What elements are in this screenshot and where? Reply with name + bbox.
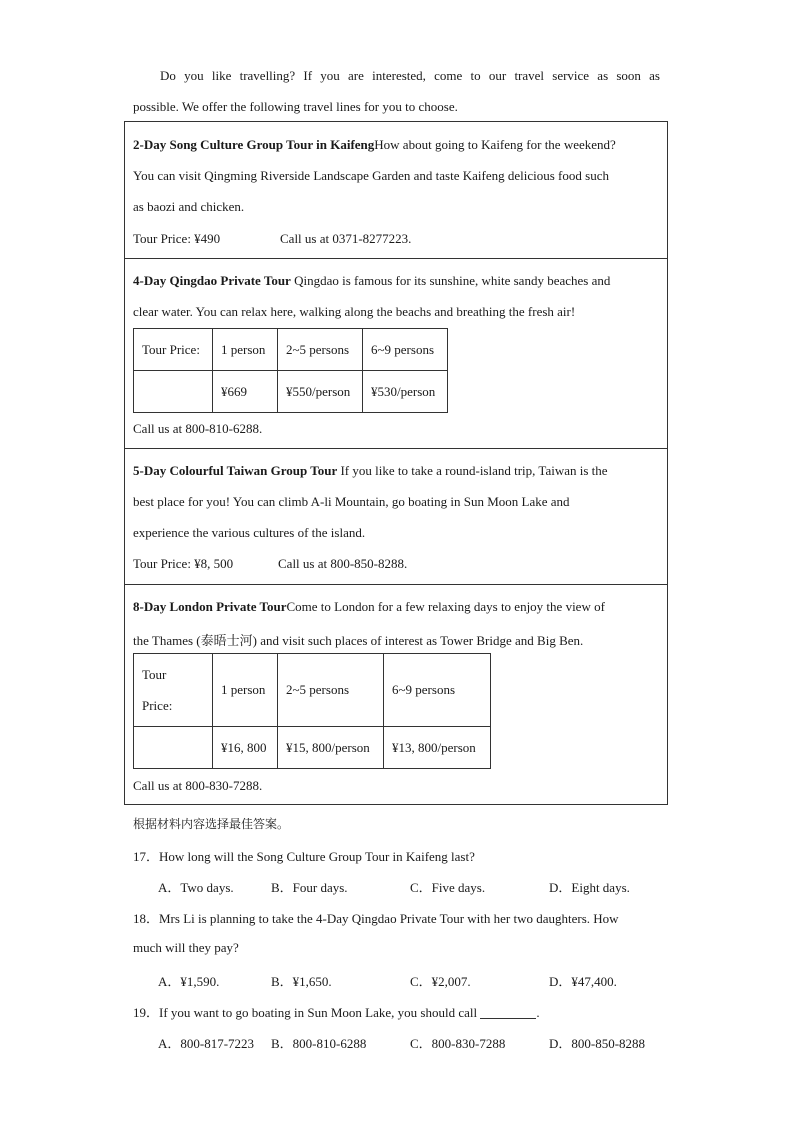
- table-cell: ¥16, 800: [213, 727, 278, 769]
- tour-london-price-table: [133, 653, 491, 769]
- table-cell: 1 person: [213, 329, 278, 371]
- tour-qingdao-text-2: clear water. You can relax here, walking along the beachs and breathing the fresh air!: [133, 304, 576, 319]
- tour-kaifeng-text-1: How about going to Kaifeng for the weekend?: [374, 137, 616, 152]
- table-row: [134, 727, 491, 769]
- table-cell: [134, 654, 213, 727]
- question-17-stem: 17．How long will the Song Culture Group Tour in Kaifeng last?: [133, 849, 475, 864]
- table-cell: ¥669: [213, 371, 278, 413]
- table-cell: 6~9 persons: [363, 329, 448, 371]
- table-row: [134, 329, 448, 371]
- intro-line-2: possible. We offer the following travel lines for you to choose.: [133, 99, 458, 114]
- tour-label: Tour: [142, 667, 167, 682]
- question-17-option-a[interactable]: A．Two days.: [158, 880, 234, 895]
- tour-taiwan-intro: [133, 463, 608, 479]
- question-17-option-d[interactable]: D．Eight days.: [549, 880, 630, 895]
- table-cell: [134, 371, 213, 413]
- table-cell: ¥15, 800/person: [278, 727, 384, 769]
- question-19-option-c[interactable]: C．800-830-7288: [410, 1036, 506, 1051]
- question-18-option-d[interactable]: D．¥47,400.: [549, 974, 617, 989]
- tour-taiwan-title: 5-Day Colourful Taiwan Group Tour: [133, 463, 338, 478]
- tour-london-title: 8-Day London Private Tour: [133, 599, 287, 614]
- tour-taiwan-text-1: If you like to take a round-island trip, Taiwan is the: [340, 463, 608, 478]
- table-cell: 6~9 persons: [384, 654, 491, 727]
- instruction: 根据材料内容选择最佳答案。: [133, 817, 290, 831]
- tour-kaifeng-intro: [133, 137, 616, 153]
- tour-qingdao-section: [124, 258, 668, 449]
- question-18-option-a[interactable]: A．¥1,590.: [158, 974, 220, 989]
- question-19-option-a[interactable]: A．800-817-7223: [158, 1036, 255, 1051]
- question-19-stem-text: 19．If you want to go boating in Sun Moon Lake, you should call: [133, 1005, 478, 1020]
- question-19-option-b[interactable]: B．800-810-6288: [271, 1036, 367, 1051]
- question-18-stem-1: 18．Mrs Li is planning to take the 4-Day Qingdao Private Tour with her two daughters. How: [133, 911, 619, 926]
- tour-london-section: [124, 584, 668, 805]
- price-label: Price:: [142, 698, 173, 713]
- question-19-stem: [133, 1002, 540, 1021]
- tour-london-call: Call us at 800-830-7288.: [133, 778, 263, 793]
- table-cell: ¥530/person: [363, 371, 448, 413]
- tour-qingdao-title: 4-Day Qingdao Private Tour: [133, 273, 291, 288]
- question-18-stem-2: much will they pay?: [133, 940, 239, 955]
- table-cell: 1 person: [213, 654, 278, 727]
- answer-blank[interactable]: [480, 1006, 536, 1019]
- tour-london-text-2: the Thames (泰晤士河) and visit such places of interest as Tower Bridge and Big Ben.: [133, 633, 584, 648]
- tour-taiwan-text-2: best place for you! You can climb A-li Mountain, go boating in Sun Moon Lake and: [133, 494, 570, 509]
- tour-qingdao-price-table: [133, 328, 448, 413]
- tour-kaifeng-section: [124, 121, 668, 259]
- table-cell: ¥550/person: [278, 371, 363, 413]
- table-cell: 2~5 persons: [278, 654, 384, 727]
- tour-london-intro: [133, 599, 605, 615]
- table-cell: Tour Price:: [134, 329, 213, 371]
- tour-kaifeng-title: 2-Day Song Culture Group Tour in Kaifeng: [133, 137, 375, 152]
- tour-taiwan-price: Tour Price: ¥8, 500: [133, 556, 234, 571]
- table-cell: [134, 727, 213, 769]
- tour-kaifeng-call: Call us at 0371-8277223.: [280, 231, 412, 246]
- table-cell: 2~5 persons: [278, 329, 363, 371]
- tour-kaifeng-price: Tour Price: ¥490: [133, 231, 221, 246]
- table-cell: ¥13, 800/person: [384, 727, 491, 769]
- question-19-option-d[interactable]: D．800-850-8288: [549, 1036, 646, 1051]
- tour-london-text-1: Come to London for a few relaxing days to enjoy the view of: [286, 599, 605, 614]
- tour-taiwan-text-3: experience the various cultures of the island.: [133, 525, 366, 540]
- tour-qingdao-call: Call us at 800-810-6288.: [133, 421, 263, 436]
- question-19-stem-end: .: [536, 1005, 540, 1020]
- table-row: [134, 654, 491, 727]
- tour-kaifeng-text-3: as baozi and chicken.: [133, 199, 245, 214]
- tour-qingdao-text-1: Qingdao is famous for its sunshine, white sandy beaches and: [294, 273, 611, 288]
- tour-taiwan-section: [124, 448, 668, 585]
- tour-kaifeng-text-2: You can visit Qingming Riverside Landscape Garden and taste Kaifeng delicious food such: [133, 168, 609, 183]
- intro-line-1: Do you like travelling? If you are interested, come to our travel service as soon as: [160, 68, 660, 83]
- tour-qingdao-intro: [133, 273, 610, 289]
- question-18-option-b[interactable]: B．¥1,650.: [271, 974, 332, 989]
- question-17-option-c[interactable]: C．Five days.: [410, 880, 486, 895]
- tour-taiwan-call: Call us at 800-850-8288.: [278, 556, 408, 571]
- question-18-option-c[interactable]: C．¥2,007.: [410, 974, 471, 989]
- question-17-option-b[interactable]: B．Four days.: [271, 880, 348, 895]
- table-row: [134, 371, 448, 413]
